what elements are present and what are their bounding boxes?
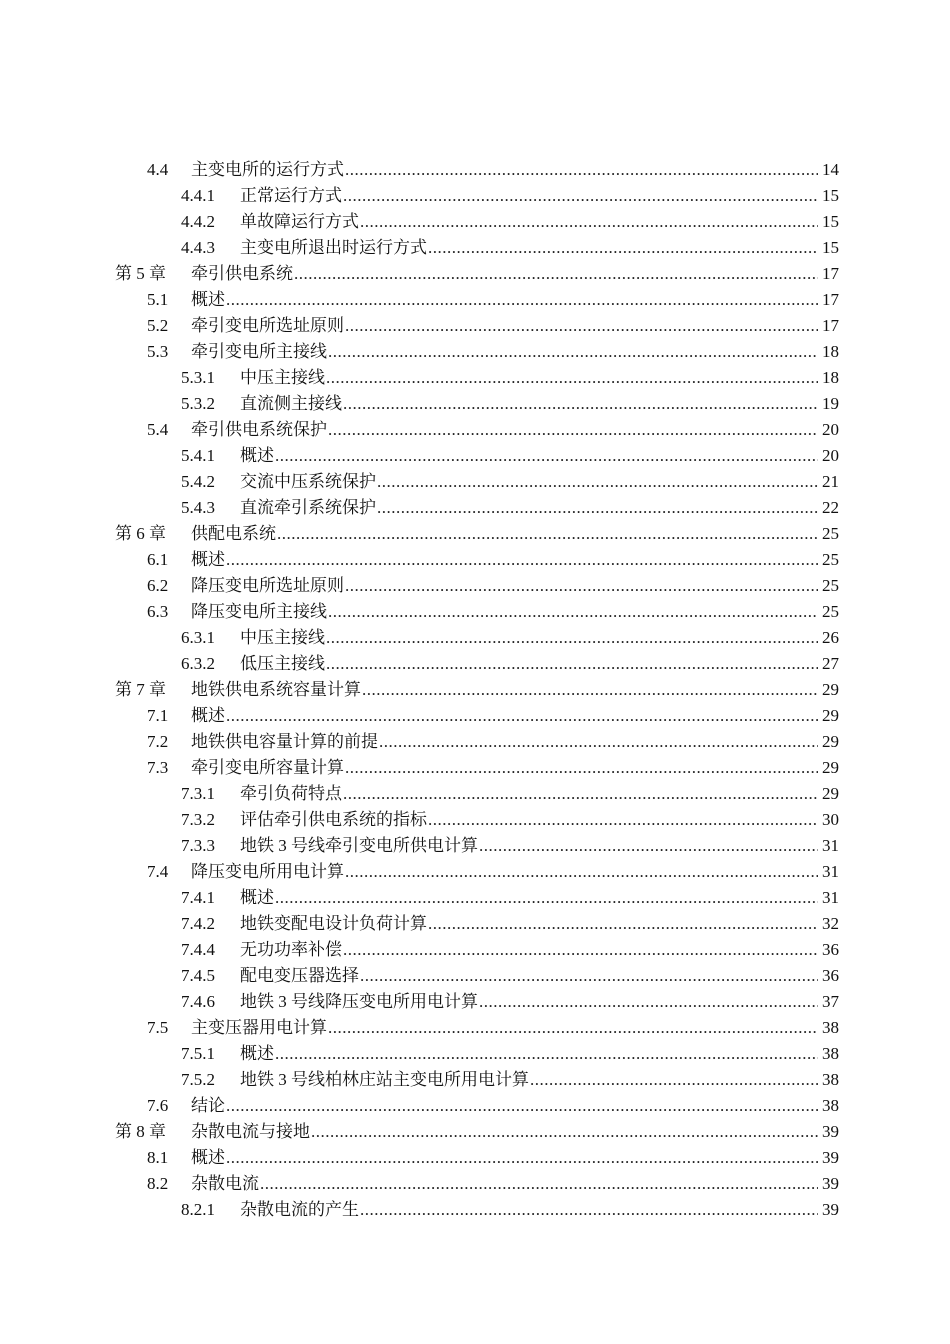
toc-dot-leader	[343, 391, 818, 417]
toc-entry-title: 杂散电流	[191, 1174, 259, 1193]
toc-dot-leader	[275, 1041, 818, 1067]
toc-page-number: 25	[822, 602, 839, 621]
toc-chapter-entry[interactable]	[0, 261, 950, 287]
toc-entry-title: 地铁变配电设计负荷计算	[240, 914, 427, 933]
toc-entry-number: 7.4.2	[181, 914, 215, 933]
toc-entry-number: 5.3.2	[181, 394, 215, 413]
toc-entry-number: 7.5.2	[181, 1070, 215, 1089]
toc-page-number: 32	[822, 914, 839, 933]
toc-entry-number: 7.5.1	[181, 1044, 215, 1063]
toc-page-number: 36	[822, 966, 839, 985]
toc-entry-title: 牵引变电所容量计算	[191, 758, 344, 777]
toc-subsection-entry[interactable]	[0, 807, 950, 833]
toc-entry-body	[240, 469, 839, 495]
toc-entry-body	[240, 443, 839, 469]
toc-subsection-entry[interactable]	[0, 989, 950, 1015]
toc-dot-leader	[428, 911, 818, 937]
toc-entry-number: 第 8 章	[115, 1122, 166, 1141]
toc-section-entry[interactable]	[0, 417, 950, 443]
toc-entry-number: 6.2	[147, 576, 169, 595]
toc-entry-title: 中压主接线	[240, 368, 325, 387]
toc-page-number: 39	[822, 1148, 839, 1167]
toc-entry-body	[240, 1067, 839, 1093]
toc-page-number: 38	[822, 1096, 839, 1115]
toc-entry-body	[191, 157, 839, 183]
toc-entry-number: 4.4.3	[181, 238, 215, 257]
toc-entry-number: 7.3.2	[181, 810, 215, 829]
toc-entry-body	[191, 599, 839, 625]
toc-entry-body	[240, 183, 839, 209]
toc-subsection-entry[interactable]	[0, 781, 950, 807]
toc-subsection-entry[interactable]	[0, 833, 950, 859]
toc-section-entry[interactable]	[0, 599, 950, 625]
toc-entry-title: 低压主接线	[240, 654, 325, 673]
toc-dot-leader	[328, 1015, 818, 1041]
toc-entry-number: 7.4.1	[181, 888, 215, 907]
toc-dot-leader	[226, 703, 818, 729]
toc-dot-leader	[326, 625, 818, 651]
toc-entry-number: 7.2	[147, 732, 169, 751]
toc-entry-number: 4.4.2	[181, 212, 215, 231]
toc-dot-leader	[294, 261, 818, 287]
toc-page-number: 25	[822, 576, 839, 595]
toc-section-entry[interactable]	[0, 729, 950, 755]
toc-entry-body	[191, 261, 839, 287]
toc-page-number: 22	[822, 498, 839, 517]
toc-dot-leader	[275, 885, 818, 911]
toc-section-entry[interactable]	[0, 703, 950, 729]
toc-dot-leader	[311, 1119, 818, 1145]
toc-entry-number: 第 7 章	[115, 680, 166, 699]
table-of-contents	[0, 157, 950, 1223]
toc-entry-number: 4.4	[147, 160, 169, 179]
toc-entry-title: 正常运行方式	[240, 186, 342, 205]
toc-entry-body	[240, 781, 839, 807]
toc-entry-body	[191, 755, 839, 781]
toc-entry-body	[240, 963, 839, 989]
toc-entry-number: 5.4.3	[181, 498, 215, 517]
toc-dot-leader	[345, 313, 818, 339]
toc-page-number: 39	[822, 1122, 839, 1141]
toc-dot-leader	[377, 469, 818, 495]
toc-entry-title: 无功功率补偿	[240, 940, 342, 959]
toc-entry-title: 地铁供电容量计算的前提	[191, 732, 378, 751]
toc-entry-number: 6.3	[147, 602, 169, 621]
toc-dot-leader	[328, 339, 818, 365]
toc-subsection-entry[interactable]	[0, 183, 950, 209]
toc-entry-body	[240, 989, 839, 1015]
toc-section-entry[interactable]	[0, 859, 950, 885]
toc-dot-leader	[277, 521, 818, 547]
toc-dot-leader	[379, 729, 818, 755]
toc-page-number: 17	[822, 290, 839, 309]
toc-entry-number: 7.4.5	[181, 966, 215, 985]
toc-entry-body	[240, 391, 839, 417]
toc-entry-body	[240, 911, 839, 937]
toc-page-number: 31	[822, 862, 839, 881]
toc-dot-leader	[275, 443, 818, 469]
toc-entry-title: 概述	[240, 888, 274, 907]
toc-entry-number: 第 5 章	[115, 264, 166, 283]
toc-entry-body	[240, 651, 839, 677]
toc-entry-number: 5.4.1	[181, 446, 215, 465]
toc-section-entry[interactable]	[0, 1145, 950, 1171]
toc-dot-leader	[360, 209, 818, 235]
toc-entry-title: 牵引变电所选址原则	[191, 316, 344, 335]
toc-page-number: 36	[822, 940, 839, 959]
toc-entry-number: 7.4.6	[181, 992, 215, 1011]
toc-entry-body	[240, 209, 839, 235]
toc-entry-body	[191, 1093, 839, 1119]
toc-entry-body	[240, 625, 839, 651]
toc-page-number: 27	[822, 654, 839, 673]
toc-entry-body	[191, 703, 839, 729]
toc-page-number: 15	[822, 186, 839, 205]
toc-entry-number: 5.4	[147, 420, 169, 439]
toc-page-number: 39	[822, 1200, 839, 1219]
toc-page-number: 15	[822, 238, 839, 257]
toc-section-entry[interactable]	[0, 339, 950, 365]
toc-entry-title: 降压变电所主接线	[191, 602, 327, 621]
toc-entry-body	[191, 1145, 839, 1171]
toc-entry-title: 概述	[191, 706, 225, 725]
toc-section-entry[interactable]	[0, 1171, 950, 1197]
toc-subsection-entry[interactable]	[0, 1197, 950, 1223]
toc-dot-leader	[479, 833, 818, 859]
toc-page-number: 31	[822, 836, 839, 855]
toc-subsection-entry[interactable]	[0, 235, 950, 261]
toc-entry-body	[240, 365, 839, 391]
toc-dot-leader	[226, 1145, 818, 1171]
toc-page-number: 18	[822, 342, 839, 361]
toc-page-number: 38	[822, 1018, 839, 1037]
toc-entry-body	[191, 1119, 839, 1145]
toc-entry-number: 6.3.1	[181, 628, 215, 647]
toc-entry-body	[240, 885, 839, 911]
toc-entry-body	[240, 235, 839, 261]
toc-page-number: 38	[822, 1070, 839, 1089]
toc-dot-leader	[226, 287, 818, 313]
toc-entry-body	[240, 833, 839, 859]
toc-page-number: 29	[822, 732, 839, 751]
toc-dot-leader	[530, 1067, 818, 1093]
toc-dot-leader	[479, 989, 818, 1015]
toc-entry-number: 5.2	[147, 316, 169, 335]
toc-section-entry[interactable]	[0, 287, 950, 313]
toc-entry-number: 7.4.4	[181, 940, 215, 959]
toc-chapter-entry[interactable]	[0, 521, 950, 547]
toc-dot-leader	[328, 599, 818, 625]
toc-entry-number: 7.4	[147, 862, 169, 881]
toc-dot-leader	[226, 1093, 818, 1119]
toc-entry-title: 地铁 3 号线牵引变电所供电计算	[240, 836, 478, 855]
toc-entry-title: 降压变电所用电计算	[191, 862, 344, 881]
toc-subsection-entry[interactable]	[0, 885, 950, 911]
toc-page-number: 29	[822, 680, 839, 699]
toc-dot-leader	[345, 157, 818, 183]
toc-entry-number: 第 6 章	[115, 524, 166, 543]
toc-entry-body	[240, 807, 839, 833]
toc-entry-title: 牵引供电系统	[191, 264, 293, 283]
toc-entry-title: 杂散电流与接地	[191, 1122, 310, 1141]
toc-entry-title: 降压变电所选址原则	[191, 576, 344, 595]
toc-entry-title: 单故障运行方式	[240, 212, 359, 231]
toc-entry-title: 地铁供电系统容量计算	[191, 680, 361, 699]
toc-entry-number: 5.3.1	[181, 368, 215, 387]
toc-dot-leader	[360, 963, 818, 989]
toc-dot-leader	[360, 1197, 818, 1223]
toc-subsection-entry[interactable]	[0, 391, 950, 417]
toc-subsection-entry[interactable]	[0, 365, 950, 391]
toc-dot-leader	[226, 547, 818, 573]
toc-page-number: 21	[822, 472, 839, 491]
toc-entry-body	[240, 1197, 839, 1223]
toc-entry-number: 5.1	[147, 290, 169, 309]
toc-page-number: 37	[822, 992, 839, 1011]
toc-entry-body	[191, 417, 839, 443]
toc-entry-body	[191, 287, 839, 313]
toc-entry-title: 概述	[191, 1148, 225, 1167]
toc-section-entry[interactable]	[0, 157, 950, 183]
toc-page-number: 15	[822, 212, 839, 231]
toc-subsection-entry[interactable]	[0, 963, 950, 989]
toc-entry-title: 评估牵引供电系统的指标	[240, 810, 427, 829]
toc-entry-body	[191, 859, 839, 885]
toc-subsection-entry[interactable]	[0, 1041, 950, 1067]
toc-entry-title: 直流侧主接线	[240, 394, 342, 413]
toc-entry-body	[191, 521, 839, 547]
toc-entry-body	[191, 313, 839, 339]
toc-page-number: 39	[822, 1174, 839, 1193]
toc-page-number: 20	[822, 446, 839, 465]
toc-page-number: 31	[822, 888, 839, 907]
toc-entry-body	[240, 1041, 839, 1067]
toc-entry-title: 中压主接线	[240, 628, 325, 647]
toc-subsection-entry[interactable]	[0, 911, 950, 937]
toc-subsection-entry[interactable]	[0, 469, 950, 495]
toc-entry-title: 主变压器用电计算	[191, 1018, 327, 1037]
toc-entry-body	[191, 547, 839, 573]
toc-dot-leader	[428, 235, 818, 261]
toc-page-number: 14	[822, 160, 839, 179]
toc-subsection-entry[interactable]	[0, 651, 950, 677]
toc-dot-leader	[428, 807, 818, 833]
toc-chapter-entry[interactable]	[0, 1119, 950, 1145]
toc-page-number: 29	[822, 784, 839, 803]
toc-subsection-entry[interactable]	[0, 443, 950, 469]
toc-entry-title: 牵引变电所主接线	[191, 342, 327, 361]
toc-entry-body	[191, 339, 839, 365]
toc-subsection-entry[interactable]	[0, 625, 950, 651]
toc-entry-body	[191, 1015, 839, 1041]
toc-page-number: 20	[822, 420, 839, 439]
toc-entry-title: 杂散电流的产生	[240, 1200, 359, 1219]
toc-entry-number: 7.3.3	[181, 836, 215, 855]
toc-dot-leader	[345, 755, 818, 781]
toc-entry-title: 配电变压器选择	[240, 966, 359, 985]
toc-entry-title: 主变电所退出时运行方式	[240, 238, 427, 257]
toc-entry-number: 8.1	[147, 1148, 169, 1167]
toc-dot-leader	[328, 417, 818, 443]
toc-section-entry[interactable]	[0, 547, 950, 573]
toc-entry-number: 8.2.1	[181, 1200, 215, 1219]
toc-page-number: 19	[822, 394, 839, 413]
toc-page-number: 17	[822, 316, 839, 335]
toc-page-number: 26	[822, 628, 839, 647]
toc-page-number: 29	[822, 758, 839, 777]
toc-page-number: 29	[822, 706, 839, 725]
toc-page-number: 17	[822, 264, 839, 283]
toc-entry-body	[191, 729, 839, 755]
toc-subsection-entry[interactable]	[0, 209, 950, 235]
toc-entry-number: 8.2	[147, 1174, 169, 1193]
toc-entry-body	[191, 677, 839, 703]
toc-entry-number: 4.4.1	[181, 186, 215, 205]
toc-dot-leader	[326, 365, 818, 391]
toc-subsection-entry[interactable]	[0, 495, 950, 521]
toc-page-number: 38	[822, 1044, 839, 1063]
toc-dot-leader	[362, 677, 818, 703]
toc-chapter-entry[interactable]	[0, 677, 950, 703]
toc-dot-leader	[377, 495, 818, 521]
toc-entry-title: 交流中压系统保护	[240, 472, 376, 491]
toc-dot-leader	[343, 937, 818, 963]
toc-entry-number: 7.6	[147, 1096, 169, 1115]
toc-section-entry[interactable]	[0, 313, 950, 339]
toc-dot-leader	[260, 1171, 818, 1197]
toc-entry-title: 结论	[191, 1096, 225, 1115]
toc-entry-number: 7.3.1	[181, 784, 215, 803]
toc-entry-number: 6.3.2	[181, 654, 215, 673]
toc-page-number: 25	[822, 550, 839, 569]
toc-entry-body	[240, 495, 839, 521]
toc-entry-title: 概述	[240, 446, 274, 465]
toc-entry-number: 6.1	[147, 550, 169, 569]
toc-entry-number: 7.5	[147, 1018, 169, 1037]
toc-page-number: 18	[822, 368, 839, 387]
toc-entry-title: 牵引供电系统保护	[191, 420, 327, 439]
toc-entry-title: 主变电所的运行方式	[191, 160, 344, 179]
toc-dot-leader	[345, 859, 818, 885]
toc-entry-title: 概述	[191, 290, 225, 309]
toc-entry-body	[191, 573, 839, 599]
toc-page-number: 30	[822, 810, 839, 829]
toc-section-entry[interactable]	[0, 755, 950, 781]
toc-dot-leader	[343, 183, 818, 209]
toc-section-entry[interactable]	[0, 573, 950, 599]
toc-entry-title: 供配电系统	[191, 524, 276, 543]
toc-entry-body	[191, 1171, 839, 1197]
toc-entry-body	[240, 937, 839, 963]
toc-subsection-entry[interactable]	[0, 1067, 950, 1093]
toc-dot-leader	[326, 651, 818, 677]
toc-entry-title: 牵引负荷特点	[240, 784, 342, 803]
toc-entry-title: 概述	[191, 550, 225, 569]
toc-entry-title: 直流牵引系统保护	[240, 498, 376, 517]
toc-entry-number: 5.4.2	[181, 472, 215, 491]
toc-entry-title: 地铁 3 号线柏林庄站主变电所用电计算	[240, 1070, 529, 1089]
toc-entry-number: 5.3	[147, 342, 169, 361]
toc-section-entry[interactable]	[0, 1015, 950, 1041]
toc-dot-leader	[345, 573, 818, 599]
toc-entry-title: 概述	[240, 1044, 274, 1063]
toc-entry-number: 7.1	[147, 706, 169, 725]
toc-subsection-entry[interactable]	[0, 937, 950, 963]
toc-dot-leader	[343, 781, 818, 807]
toc-page-number: 25	[822, 524, 839, 543]
toc-section-entry[interactable]	[0, 1093, 950, 1119]
toc-entry-number: 7.3	[147, 758, 169, 777]
toc-entry-title: 地铁 3 号线降压变电所用电计算	[240, 992, 478, 1011]
